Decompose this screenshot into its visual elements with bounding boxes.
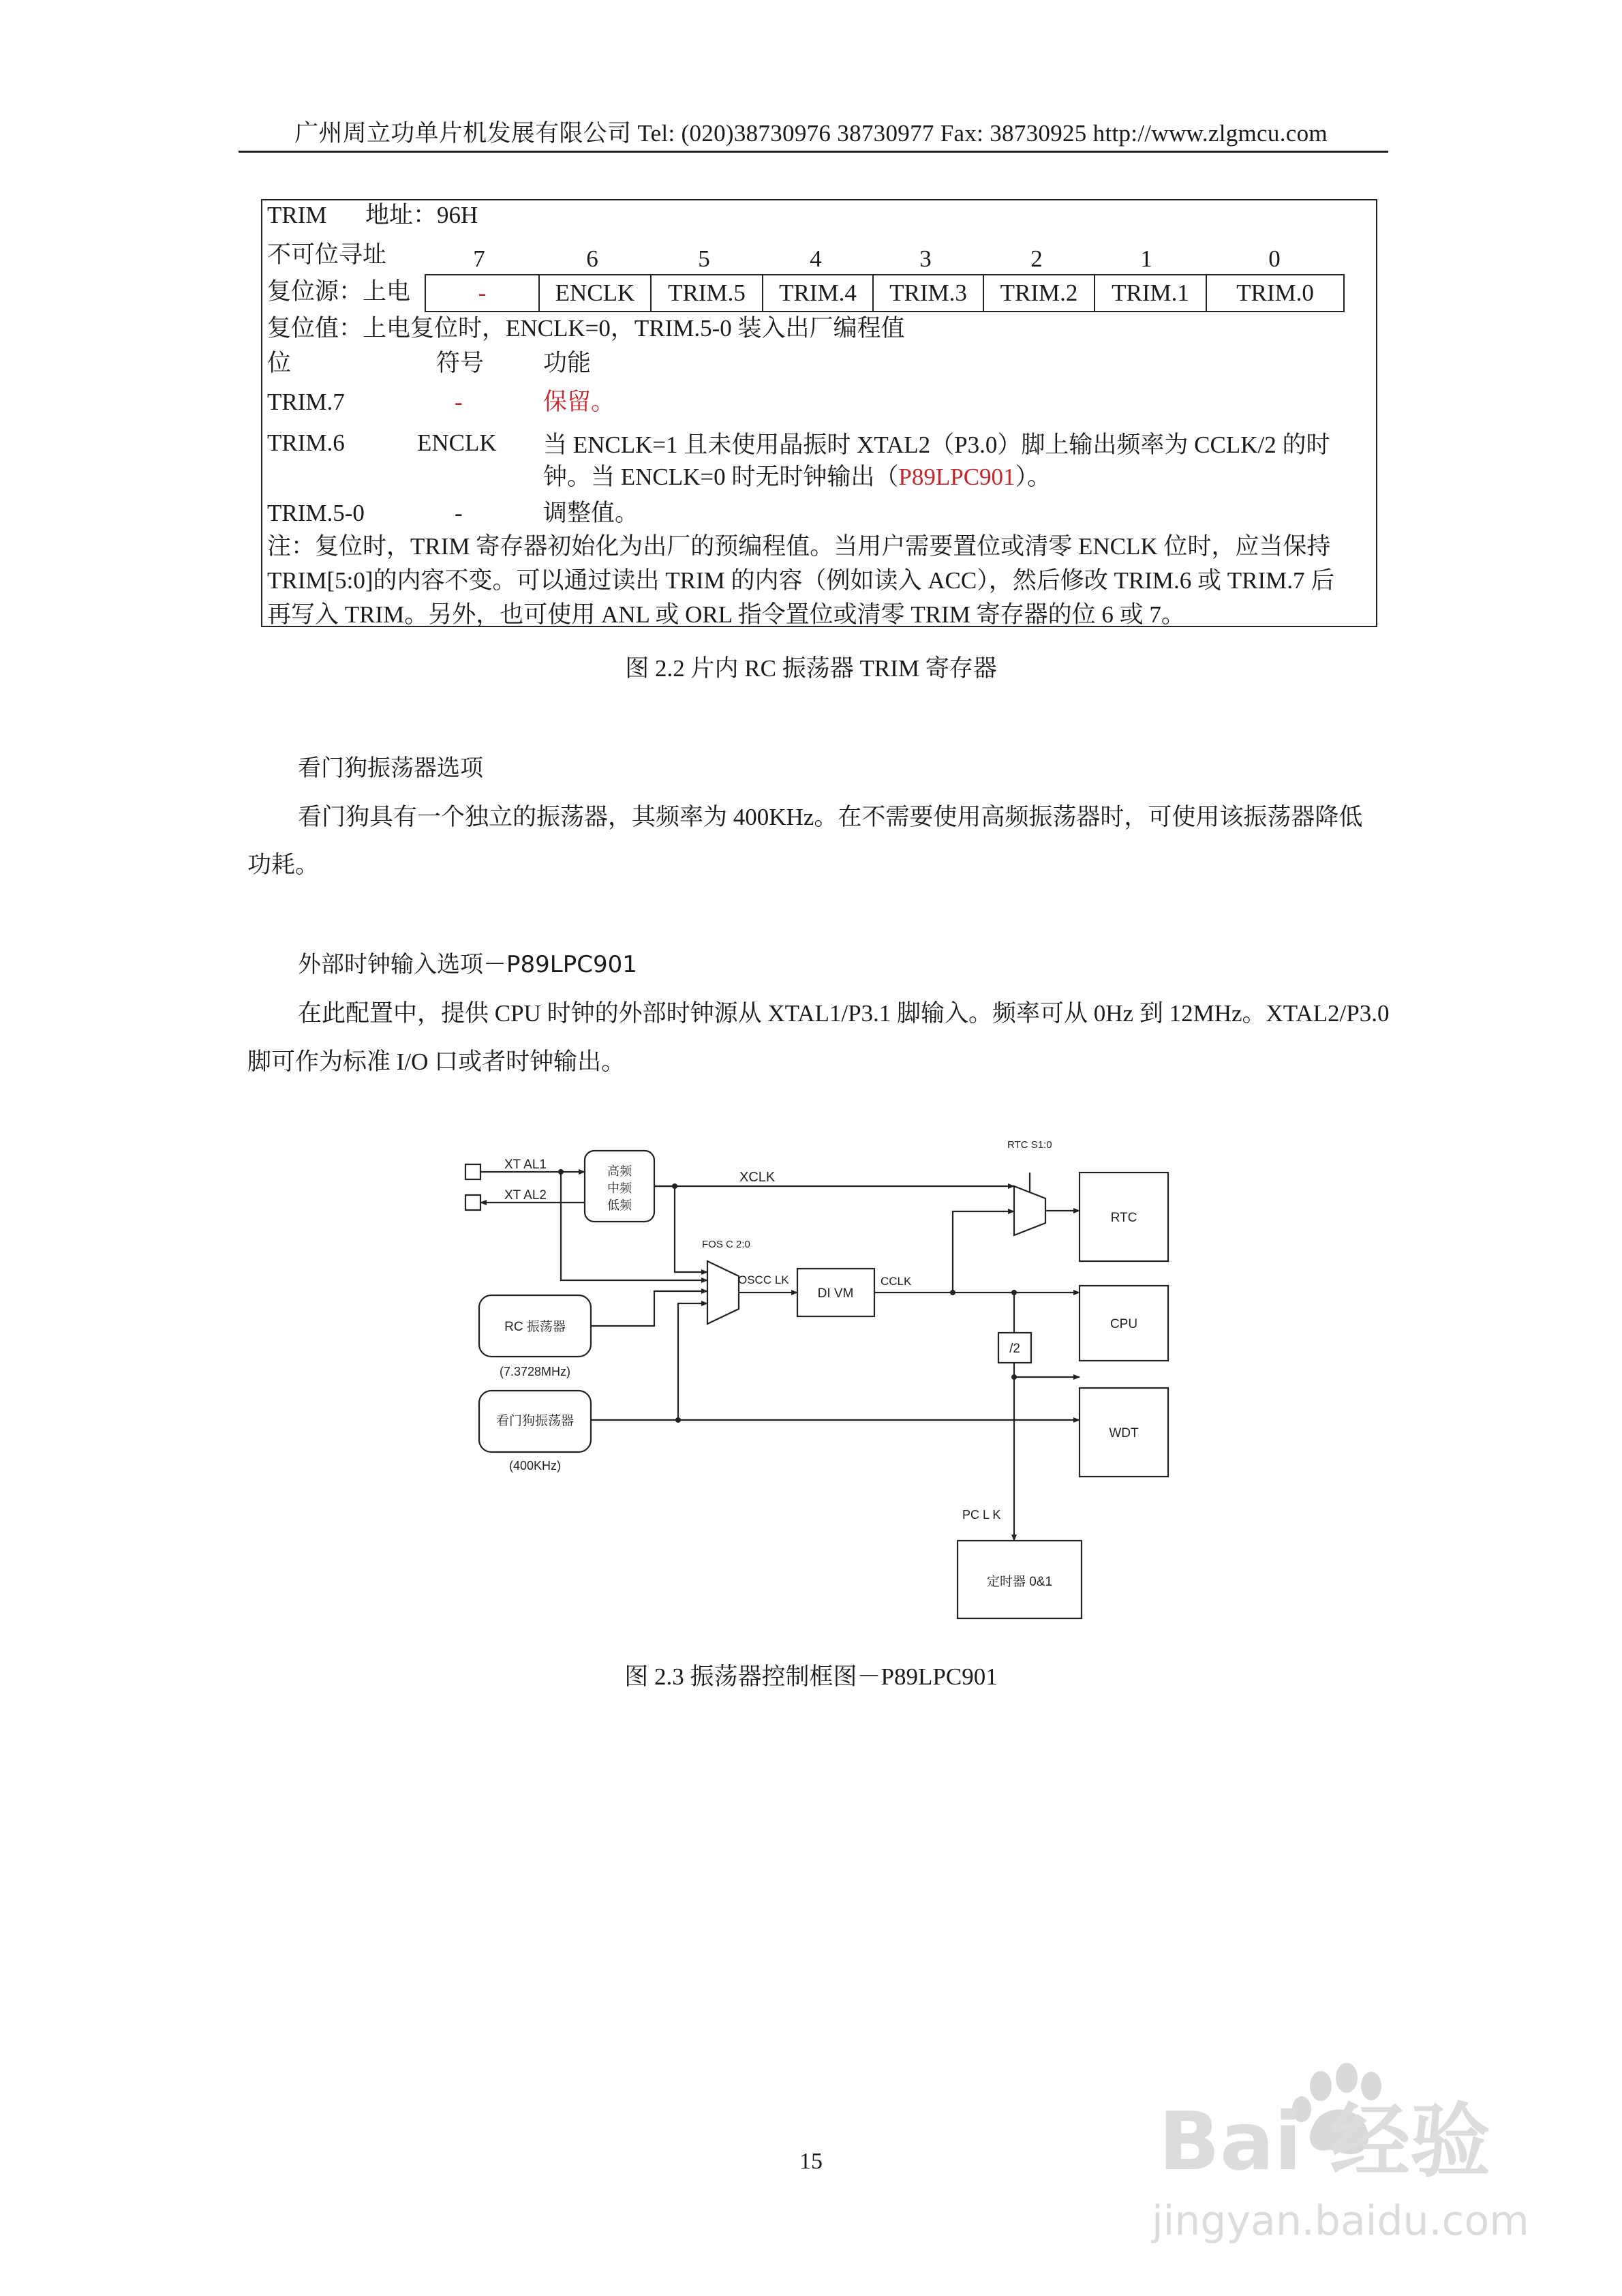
section-paragraph-cont: 脚可作为标准 I/O 口或者时钟输出。 xyxy=(247,1048,626,1075)
note-line: TRIM[5:0]的内容不变。可以通过读出 TRIM 的内容（例如读入 ACC），然后修改 TRIM.6 或 TRIM.7 后 xyxy=(267,567,1335,594)
bit-cell: TRIM.5 xyxy=(650,275,762,311)
bit-cell: TRIM.0 xyxy=(1206,275,1343,311)
row-symbol: - xyxy=(455,500,463,526)
watermark-url: jingyan.baidu.com xyxy=(1152,2197,1529,2245)
section-paragraph: 看门狗具有一个独立的振荡器，其频率为 400KHz。在不需要使用高频振荡器时，可使用该振荡器降低 xyxy=(298,804,1363,830)
bit-number: 6 xyxy=(586,245,598,272)
label-divm: DI VM xyxy=(817,1286,854,1301)
xtal2-pin xyxy=(465,1195,480,1210)
figure-2-3-caption: 图 2.3 振荡器控制框图－P89LPC901 xyxy=(624,1663,998,1690)
row-function: 当 ENCLK=1 且未使用晶振时 XTAL2（P3.0）脚上输出频率为 CCLK/2 的时 xyxy=(543,432,1330,458)
bit-number: 5 xyxy=(698,245,710,272)
label-hf-mid: 中频 xyxy=(607,1181,632,1195)
row-symbol: ENCLK xyxy=(417,429,497,456)
register-name: TRIM xyxy=(267,202,327,228)
label-oscclk: OSCC LK xyxy=(738,1273,789,1286)
addressable-label: 不可位寻址 xyxy=(267,241,387,268)
note-line: 再写入 TRIM。另外，也可使用 ANL 或 ORL 指令置位或清零 TRIM 寄存器的位 6 或 7。 xyxy=(267,601,1185,628)
bit-cell: TRIM.2 xyxy=(983,275,1094,311)
col-header-symbol: 符号 xyxy=(436,350,485,377)
col-header-bit: 位 xyxy=(267,350,292,377)
label-timer: 定时器 0&1 xyxy=(986,1575,1053,1589)
label-rtcs: RTC S1:0 xyxy=(1007,1139,1052,1151)
xtal1-pin xyxy=(465,1164,480,1179)
label-fosc: FOS C 2:0 xyxy=(702,1239,750,1250)
section-paragraph: 在此配置中，提供 CPU 时钟的外部时钟源从 XTAL1/P3.1 脚输入。频率可从 0Hz 到 12MHz。XTAL2/P3.0 xyxy=(298,1000,1390,1027)
bit-number: 4 xyxy=(810,245,822,272)
bit-cell: TRIM.1 xyxy=(1094,275,1206,311)
bit-number: 1 xyxy=(1140,245,1152,272)
row-symbol: - xyxy=(455,389,463,415)
label-pclk: PC L K xyxy=(962,1508,1001,1522)
bit-number: 2 xyxy=(1030,245,1043,272)
figure-2-2-caption: 图 2.2 片内 RC 振荡器 TRIM 寄存器 xyxy=(625,655,997,682)
label-wdt: WDT xyxy=(1109,1426,1139,1440)
baidu-jingyan-watermark xyxy=(1138,2059,1588,2256)
oscillator-block-diagram xyxy=(0,1125,1622,1643)
bit-number: 0 xyxy=(1268,245,1281,272)
label-xclk: XCLK xyxy=(739,1170,776,1185)
label-hf-low: 低频 xyxy=(607,1198,632,1212)
label-rc-osc: RC 振荡器 xyxy=(504,1320,566,1334)
bit-cell-row xyxy=(425,274,1345,312)
section-heading-watchdog: 看门狗振荡器选项 xyxy=(298,755,483,782)
header-rule xyxy=(239,151,1388,153)
label-wd-freq: (400KHz) xyxy=(508,1459,562,1472)
fosc-mux xyxy=(707,1261,739,1324)
section-paragraph-cont: 功耗。 xyxy=(247,851,320,878)
watermark-logo: Bai 经验 xyxy=(1159,2094,1491,2188)
bit-cell: TRIM.3 xyxy=(872,275,983,311)
page-number: 15 xyxy=(799,2149,823,2174)
reset-source-label: 复位源：上电 xyxy=(267,278,411,305)
col-header-function: 功能 xyxy=(543,350,592,377)
row-bit: TRIM.6 xyxy=(267,429,345,456)
rtcs-mux xyxy=(1014,1186,1045,1235)
label-rc-freq: (7.3728MHz) xyxy=(499,1365,571,1378)
bit-cell: - xyxy=(478,280,487,306)
label-wd-osc: 看门狗振荡器 xyxy=(495,1414,575,1428)
register-address: 地址：96H xyxy=(365,202,478,228)
section-heading-external-clock: 外部时钟输入选项－P89LPC901 xyxy=(298,951,637,978)
note-line: 注：复位时，TRIM 寄存器初始化为出厂的预编程值。当用户需要置位或清零 ENCLK 位时，应当保持 xyxy=(267,533,1331,560)
bit-number: 3 xyxy=(919,245,932,272)
bit-number: 7 xyxy=(473,245,485,272)
label-rtc: RTC xyxy=(1110,1211,1137,1225)
label-div2: /2 xyxy=(1009,1342,1020,1356)
row-function: 保留。 xyxy=(543,389,615,415)
label-cpu: CPU xyxy=(1110,1317,1138,1331)
label-xtal2: XT AL2 xyxy=(504,1188,547,1203)
reset-value-text: 复位值：上电复位时，ENCLK=0，TRIM.5-0 装入出厂编程值 xyxy=(267,315,905,342)
label-cclk: CCLK xyxy=(881,1275,912,1288)
page-header: 广州周立功单片机发展有限公司 Tel: (020)38730976 38730977 Fax: 38730925 http://www.zlgmcu.com xyxy=(294,120,1328,147)
label-hf-high: 高频 xyxy=(607,1164,632,1178)
row-function: 调整值。 xyxy=(543,500,639,526)
bit-cell: ENCLK xyxy=(538,275,650,311)
chip-name: P89LPC901 xyxy=(898,464,1015,490)
row-bit: TRIM.7 xyxy=(267,389,345,415)
row-function-cont: 钟。当 ENCLK=0 时无时钟输出（P89LPC901）。 xyxy=(543,464,1052,490)
bit-cell: TRIM.4 xyxy=(762,275,872,311)
row-bit: TRIM.5-0 xyxy=(267,500,365,526)
label-xtal1: XT AL1 xyxy=(504,1158,547,1172)
